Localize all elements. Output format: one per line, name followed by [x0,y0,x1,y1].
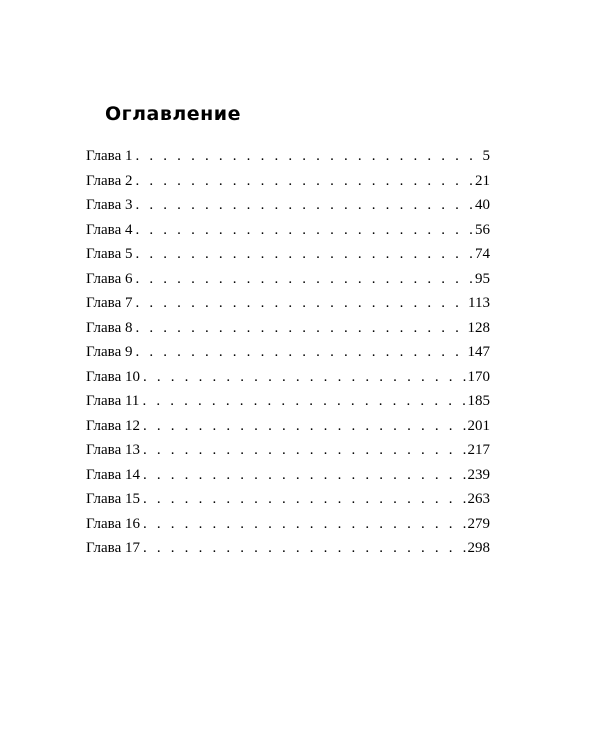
toc-entry-page-number: 239 [467,466,490,483]
toc-entry-page-number: 95 [475,270,490,287]
toc-entry-label: Глава 1 [86,148,133,164]
toc-entry-page-number: 40 [475,197,490,213]
toc-entry-label: Глава 2 [86,172,133,189]
toc-entry-page-number: 21 [475,172,490,189]
toc-entry-label: Глава 16 [86,515,140,532]
toc-dot-leader [140,415,468,437]
toc-dot-leader [140,488,468,510]
toc-entry-7[interactable] [86,292,490,317]
toc-entry-label: Глава 10 [86,368,140,385]
toc-title: Оглавление [105,103,241,125]
toc-entry-label: Глава 9 [86,344,133,360]
toc-entry-page-number: 263 [467,491,490,507]
toc-entry-16[interactable] [86,513,490,538]
toc-entry-label: Глава 12 [86,417,140,434]
toc-entry-label: Глава 3 [86,197,133,213]
toc-entry-page-number: 113 [468,295,490,311]
toc-entry-14[interactable] [86,464,490,489]
toc-dot-leader [132,170,475,192]
toc-entry-label: Глава 14 [86,466,140,483]
toc-entry-4[interactable] [86,219,490,244]
toc-dot-leader [132,194,475,216]
toc-entry-15[interactable] [86,488,490,513]
toc-dot-leader [132,145,482,167]
toc-entry-label: Глава 11 [86,393,140,409]
toc-entry-label: Глава 5 [86,246,133,262]
toc-dot-leader [132,341,467,363]
toc-entry-3[interactable] [86,194,490,219]
toc-entry-page-number: 74 [475,246,490,262]
toc-entry-label: Глава 7 [86,295,133,311]
toc-dot-leader [132,317,467,339]
toc-entry-label: Глава 13 [86,442,140,458]
toc-dot-leader [140,366,468,388]
toc-dot-leader [140,513,468,535]
toc-entry-page-number: 298 [467,540,490,556]
toc-entry-label: Глава 15 [86,491,140,507]
toc-dot-leader [132,268,475,290]
toc-entry-10[interactable] [86,366,490,391]
toc-entry-8[interactable] [86,317,490,342]
toc-entry-label: Глава 6 [86,270,133,287]
toc-entry-11[interactable] [86,390,490,415]
toc-entry-5[interactable] [86,243,490,268]
toc-entry-page-number: 217 [467,442,490,458]
toc-entry-page-number: 201 [467,417,490,434]
toc-entry-17[interactable] [86,537,490,562]
toc-entry-9[interactable] [86,341,490,366]
toc-entry-6[interactable] [86,268,490,293]
toc-entry-1[interactable] [86,145,490,170]
toc-entry-13[interactable] [86,439,490,464]
toc-entry-12[interactable] [86,415,490,440]
toc-entry-page-number: 128 [467,319,490,336]
toc-entry-label: Глава 8 [86,319,133,336]
toc-dot-leader [140,464,468,486]
toc-dot-leader [140,537,468,559]
toc-entry-label: Глава 4 [86,221,133,238]
toc-entry-page-number: 185 [467,393,490,409]
toc-entry-page-number: 5 [482,148,490,164]
toc-dot-leader [132,219,475,241]
toc-entry-label: Глава 17 [86,540,140,556]
toc-list [86,145,490,562]
toc-dot-leader [132,292,468,314]
toc-dot-leader [132,243,475,265]
toc-entry-2[interactable] [86,170,490,195]
toc-entry-page-number: 147 [467,344,490,360]
toc-entry-page-number: 170 [467,368,490,385]
toc-entry-page-number: 279 [467,515,490,532]
toc-dot-leader [140,439,468,461]
toc-dot-leader [139,390,467,412]
toc-entry-page-number: 56 [475,221,490,238]
